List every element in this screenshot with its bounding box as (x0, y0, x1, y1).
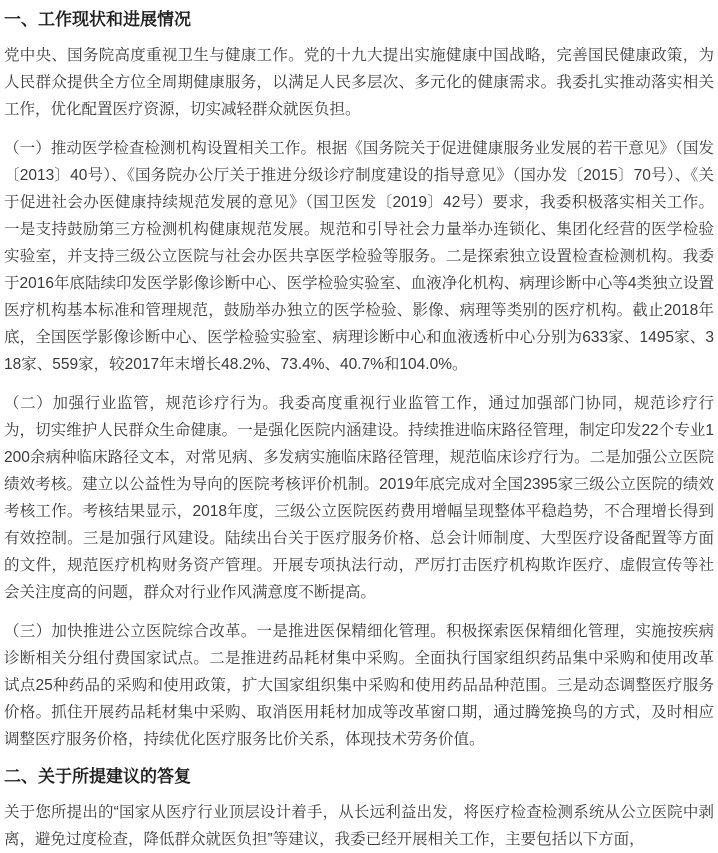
paragraph: 关于您所提出的“国家从医疗行业顶层设计着手，从长远利益出发，将医疗检查检测系统从公立医院中剥离，避免过度检查，降低群众就医负担”等建议，我委已经开展相关工作，主要包括以下方面， (4, 804, 714, 848)
paragraph: （三）加快推进公立医院综合改革。一是推进医保精细化管理。积极探索医保精细化管理，实施按疾病诊断相关分组付费国家试点。二是推进药品耗材集中采购。全面执行国家组织药品集中采购和使用改革试点25种药品的采购和使用政策，扩大国家组织集中采购和使用药品品种范围。三是动态调整医疗服务价格。抓住开展药品耗材集中采购、取消医用耗材加成等改革窗口期，通过腾笼换鸟的方式，及时相应调整医疗服务价格，持续优化医疗服务比价关系，体现技术劳务价值。 (4, 623, 714, 748)
document-content (4, 8, 714, 853)
paragraph: （二）加强行业监管，规范诊疗行为。我委高度重视行业监管工作，通过加强部门协同，规范诊疗行为，切实维护人民群众生命健康。一是强化医院内涵建设。持续推进临床路径管理，制定印发22个专业1200余病种临床路径文本，对常见病、多发病实施临床路径管理，规范临床诊疗行为。二是加强公立医院绩效考核。建立以公益性为导向的医院考核评价机制。2019年底完成对全国2395家三级公立医院的绩效考核工作。考核结果显示，2018年度，三级公立医院医药费用增幅呈现整体平稳趋势，不合理增长得到有效控制。三是加强行风建设。陆续出台关于医疗服务价格、总会计师制度、大型医疗设备配置等方面的文件，规范医疗机构财务资产管理。开展专项执法行动，严厉打击医疗机构欺诈医疗、虚假宣传等社会关注度高的问题，群众对行业作风满意度不断提高。 (4, 395, 714, 601)
section-heading: 二、关于所提建议的答复 (4, 767, 191, 786)
paragraph: （一）推动医学检查检测机构设置相关工作。根据《国务院关于促进健康服务业发展的若干意见》（国发〔2013〕40号）、《国务院办公厅关于推进分级诊疗制度建设的指导意见》（国办发〔2015〕70号）、《关于促进社会办医健康持续规范发展的意见》（国卫医发〔2019〕42号）要求，我委积极落实相关工作。一是支持鼓励第三方检测机构健康规范发展。规范和引导社会力量举办连锁化、集团化经营的医学检验实验室，并支持三级公立医院与社会办医共享医学检验等服务。二是探索独立设置检查检测机构。我委于2016年底陆续印发医学影像诊断中心、医学检验实验室、血液净化机构、病理诊断中心等4类独立设置医疗机构基本标准和管理规范，鼓励举办独立的医学检验、影像、病理等类别的医疗机构。截止2018年底，全国医学影像诊断中心、医学检验实验室、病理诊断中心和血液透析中心分别为633家、1495家、318家、559家，较2017年末增长48.2%、73.4%、40.7%和104.0%。 (4, 140, 714, 373)
section-heading: 一、工作现状和进展情况 (4, 10, 191, 29)
paragraph: 党中央、国务院高度重视卫生与健康工作。党的十九大提出实施健康中国战略，完善国民健康政策，为人民群众提供全方位全周期健康服务，以满足人民多层次、多元化的健康需求。我委扎实推动落实相关工作，优化配置医疗资源，切实减轻群众就医负担。 (4, 47, 714, 118)
